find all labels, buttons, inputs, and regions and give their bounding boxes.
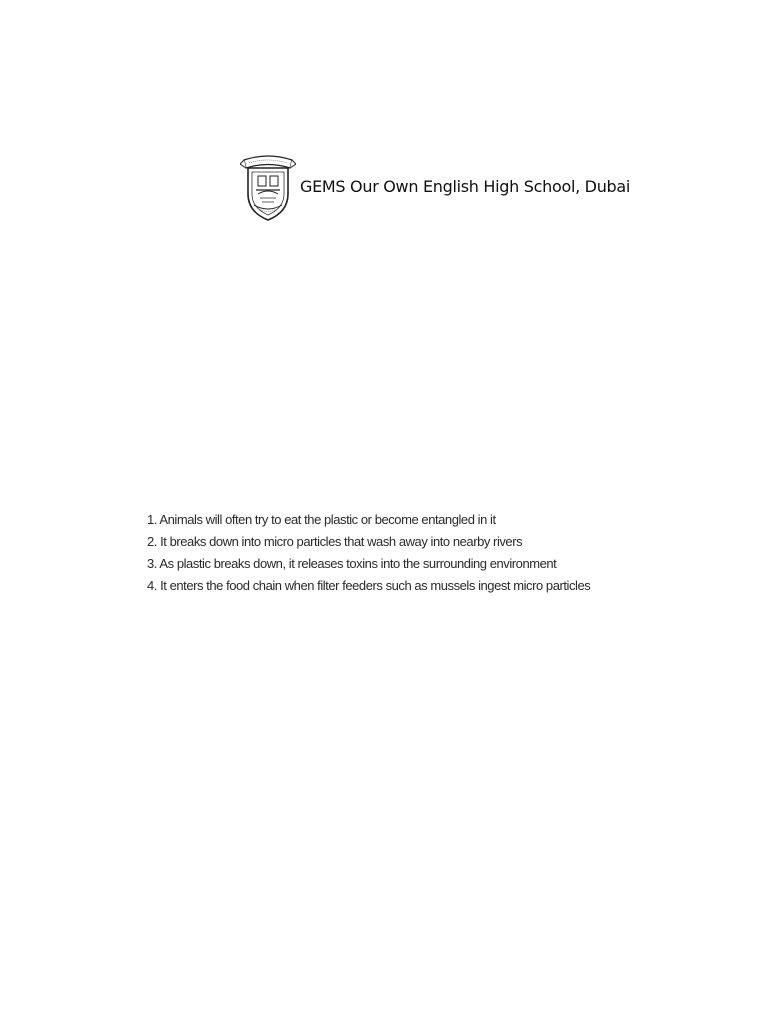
item-text: It enters the food chain when filter feeders such as mussels ingest micro particles [160, 578, 591, 593]
school-crest-icon [240, 150, 296, 222]
item-number: 1. [147, 512, 157, 527]
list-item [147, 575, 747, 597]
item-number: 2. [147, 534, 157, 549]
item-number: 3. [147, 556, 157, 571]
item-text: As plastic breaks down, it releases toxins into the surrounding environment [159, 556, 557, 571]
item-text: Animals will often try to eat the plastic or become entangled in it [159, 512, 496, 527]
school-name: GEMS Our Own English High School, Dubai [300, 176, 631, 196]
item-number: 4. [147, 578, 157, 593]
page-header [240, 150, 630, 222]
list-item [147, 531, 747, 553]
points-list [147, 509, 747, 597]
list-item [147, 553, 747, 575]
list-item [147, 509, 747, 531]
item-text: It breaks down into micro particles that wash away into nearby rivers [160, 534, 523, 549]
